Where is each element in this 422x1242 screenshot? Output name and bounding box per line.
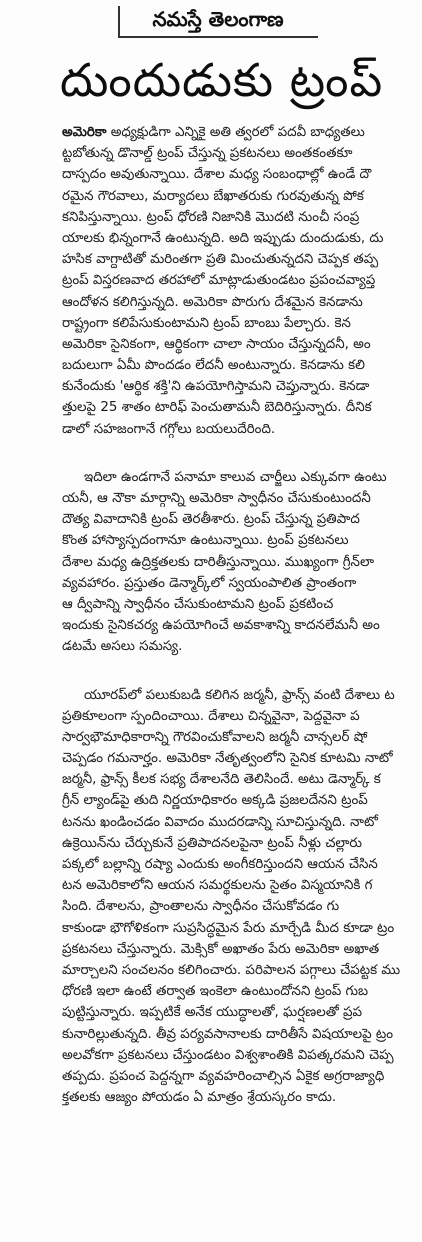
text-line: దాస్పదం అవుతున్నాయి. దేశాల మధ్య సంబంధాల్లో ఉండే దౌ [62, 167, 372, 183]
text-line [62, 122, 422, 143]
text-line: క్తతలకు ఆజ్యం పోయడం ఏ మాత్రం శ్రేయస్కరం కాదు. [62, 1090, 337, 1106]
text-line: చెప్పడం గమనార్హం. అమెరికా నేతృత్వంలోని సైనిక కూటమి నాటో [62, 751, 393, 767]
text-line: కునేందుకు 'ఆర్థిక శక్తి'ని ఉపయోగిస్తామని చెప్తున్నారు. కెనడా [62, 379, 370, 395]
text-line: టనను ఖండించడం వివాదం ముదరడాన్ని సూచిస్తున్నది. నాటో [62, 814, 378, 830]
paragraph-lead-word: అమెరికా [62, 125, 107, 140]
text-line: గ్రీన్ ల్యాండ్‌పై తుది నిర్ణయాధికారం అక్కడి ప్రజలదేనని ట్రంప్ [62, 793, 368, 809]
text-line: డాలో సహజంగానే గగ్గోలు బయలుదేరింది. [62, 421, 276, 437]
text-line: జర్మనీ, ఫ్రాన్స్ కీలక సభ్య దేశాలనేది తెలిసిందే. అటు డెన్మార్క్ క [62, 772, 381, 788]
text-line: సింది. దేశాలను, ప్రాంతాలను స్వాధీనం చేసుకోవడం గు [62, 899, 340, 915]
text-line: యూరప్‌లో పలుకుబడి కలిగిన జర్మనీ, ఫ్రాన్స్ వంటి దేశాలు ట [84, 687, 395, 703]
paragraph-gap [62, 658, 422, 685]
text-line: అమెరికా సైనికంగా, ఆర్థికంగా చాలా సాయం చేస్తున్నదనీ, అం [62, 336, 371, 352]
text-line: ట్రంప్ విస్తరణవాద తరహాలో మాట్లాడుతుండటం ప్రపంచవ్యాప్త [62, 273, 376, 289]
text-line: యాలకు భిన్నంగానే ఉంటున్నది. అది ఇప్పుడు దుందుడుకు, దు [62, 230, 384, 246]
text-line: అలవోకగా ప్రకటనలు చేస్తుండటం విశ్వశాంతికి విపత్కరమని చెప్ప [62, 1047, 394, 1063]
headline: దుందుడుకు ట్రంప్ [60, 53, 384, 107]
text-line: కనిపిస్తున్నాయి. ట్రంప్ ధోరణి నిజానికి మొదటి నుంచీ సంప్ర [62, 209, 360, 225]
text-line: ఇందుకు సైనికచర్య ఉపయోగించే అవకాశాన్ని కాదనలేమనీ అం [62, 618, 380, 634]
text-line: దేశాల మధ్య ఉద్రిక్తతలకు దారితీస్తున్నాయి. ముఖ్యంగా గ్రీన్‌లా [62, 554, 374, 570]
article-paragraph [62, 122, 422, 440]
text-line: ఇదిలా ఉండగానే పనామా కాలువ చార్జీలు ఎక్కువగా ఉంటు [84, 469, 387, 485]
text-line: ఆ ద్వీపాన్ని స్వాధీనం చేసుకుంటామని ట్రంప్ ప్రకటించ [62, 596, 334, 612]
article-paragraph [62, 685, 422, 1109]
text-line: యనీ, ఆ నౌకా మార్గాన్ని అమెరికా స్వాధీనం చేసుకుంటుందనీ [62, 491, 371, 506]
text-line: ఉక్రెయిన్‌ను చేర్చుకునే ప్రతిపాదనలపైనా ట్రంప్ నీళ్లు చల్లారు [62, 835, 362, 851]
text-line: రాష్ట్రంగా కలిపేసుకుంటామని ట్రంప్ బాంబు పేల్చారు. కెన [62, 315, 351, 331]
masthead-title: నమస్తే తెలంగాణ [152, 7, 284, 31]
text-line: కాకుండా భౌగోళికంగా సుప్రసిద్ధమైన పేరు మార్చేడి మీద కూడా ట్రం [62, 920, 395, 936]
text-line: దౌత్య వివాదానికి ట్రంప్ తెరతీశారు. ట్రంప్ చేస్తున్న ప్రతిపాద [62, 512, 360, 528]
article-paragraph [62, 467, 422, 658]
text-line: ప్రతికూలంగా స్పందించాయి. దేశాలు చిన్నవైనా, పెద్దవైనా ప [62, 708, 360, 724]
text-line: బదులుగా ఏమీ పొందడం లేదనీ అంటున్నారు. కెనడాను కలి [62, 358, 365, 374]
text-line: టన అమెరికాలోని ఆయన సమర్థకులను సైతం విస్మయానికి గ [62, 878, 373, 894]
text-line: హసిక వాగ్దాటితో మరింతగా ప్రతి మించుతున్నదని చెప్పక తప్ప [62, 252, 379, 268]
text-line: ఆందోళన కలిగిస్తున్నది. అమెరికా పొరుగు దేశమైన కెనడాను [62, 294, 363, 310]
text-line: డటమే అసలు సమస్య. [62, 639, 183, 655]
text-line: రమైన గౌరవాలు, మర్యాదలు బేఖాతరుకు గురవుతున్న పోక [62, 188, 364, 204]
text-line: తప్పదు. ప్రపంచ పెద్దన్నగా వ్యవహరించాల్సిన ఏకైక అగ్రరాజ్యాధి [62, 1068, 385, 1084]
text-line: పుట్టిస్తున్నారు. ఇప్పటికే అనేక యుద్ధాలతో, ఘర్షణలతో ప్రప [62, 1005, 363, 1021]
article-body [62, 122, 422, 1108]
paragraph-gap [62, 440, 422, 467]
text-line: ప్రకటనలు చేస్తున్నారు. మెక్సికో అఖాతం పేరు అమెరికా అఖాత [62, 941, 380, 957]
text-line: త్తులపై 25 శాతం టారిఫ్ పెంచుతామనీ బెదిరిస్తున్నారు. దీనిక [62, 400, 372, 416]
text-line: సార్వభౌమాధికారాన్ని గౌరవించుకోవాలని జర్మనీ చాన్సలర్ షో [62, 729, 368, 745]
text-line: ధోరణి ఇలా ఉంటే తర్వాత ఇంకెలా ఉంటుందోనని ట్రంప్ గుబ [62, 984, 369, 1000]
text-line: పక్కలో బల్లాన్ని రష్యా ఎందుకు అంగీకరిస్తుందని ఆయన చేసిన [62, 857, 378, 872]
text-line: కొంత హాస్యాస్పదంగానూ ఉంటున్నాయి. ట్రంప్ ప్రకటనలు [62, 533, 349, 549]
masthead-bottom-rule [118, 36, 318, 38]
text-line: మార్చాలని సంచలనం కలిగించారు. పరిపాలన పగ్గాలు చేపట్టక ము [62, 962, 401, 978]
text-line: వ్యవహారం. ప్రస్తుతం డెన్మార్క్‌లో స్వయంపాలిత ప్రాంతంగా [62, 575, 357, 591]
text-line-content: అధ్యక్షుడిగా ఎన్నికై అతి త్వరలో పదవీ బాధ్యతలు [106, 125, 365, 140]
masthead-box [118, 4, 318, 38]
text-line: ట్టబోతున్న డొనాల్డ్ ట్రంప్ చేస్తున్న ప్రకటనలు అంతకంతకూ [62, 146, 353, 162]
text-line: కునారిల్లుతున్నది. తీవ్ర పర్యవసానాలకు దారితీసే విషయాలపై ట్రం [62, 1026, 394, 1042]
